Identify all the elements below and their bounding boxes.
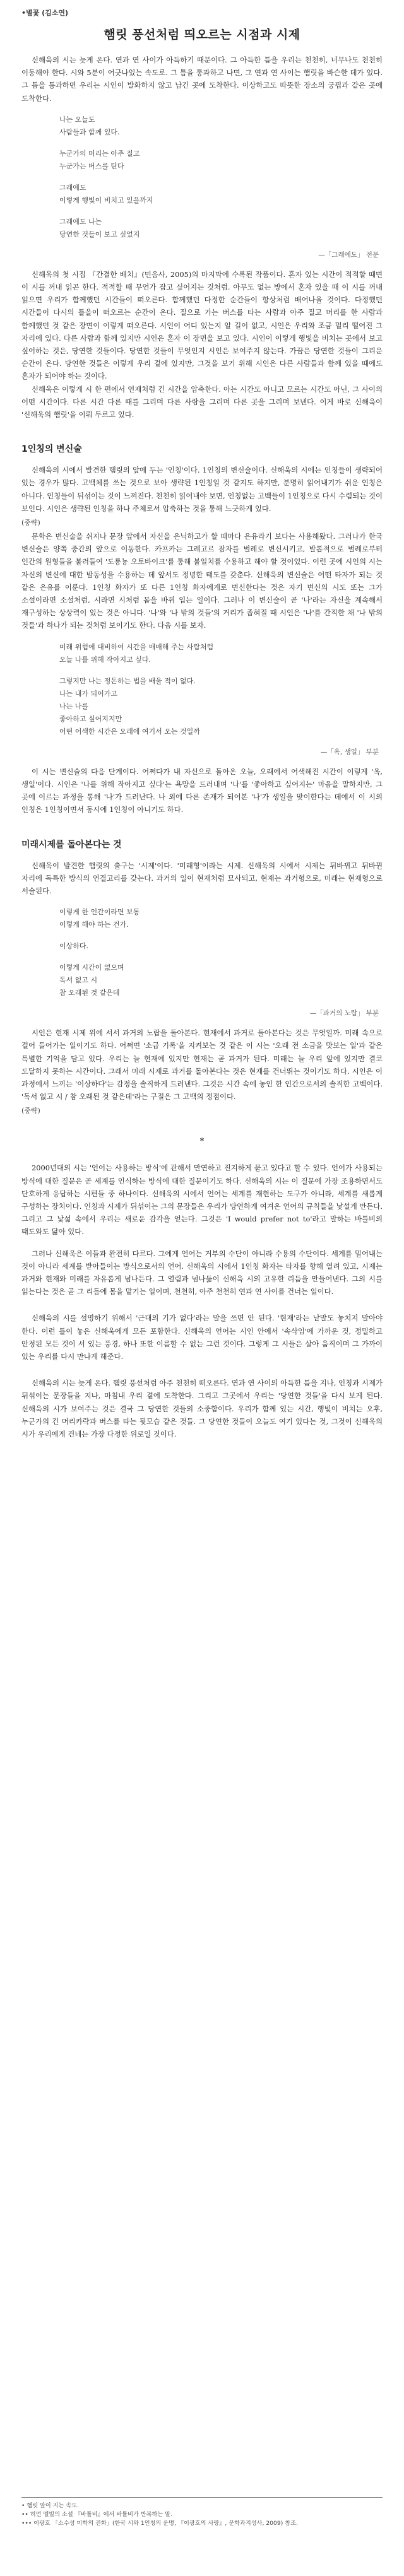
section-divider: * xyxy=(199,1137,205,1147)
footnote: •• 허먼 멜빌의 소설 『바틀비』에서 바틀비가 반복하는 말. xyxy=(21,2511,172,2518)
poem-line: 당연한 것들이 보고 싶었지 xyxy=(59,230,140,238)
section-paragraph: 문학은 변신술을 쉬지나 문장 앞에서 자신을 은닉하고가 할 때마다 은유라기 보다는 사용해왔다. 그러나가 한국 변신술은 양쪽 중간의 앞으로 이동한다. 카프카는 그레고르 잠자를 벌레로 변신시키고, 발톱적으로 벌레로부터 인간의 원형들을 불러들여 '도룡뇽 오토바이크'를 통해 불일치를 수용하고 해야 할 것이었다. 이런 곳에 시인의 시는 자신의 변신에 대한 발동성을 수용하는 데 앞서도 정녕한 태도를 갖춘다. 신해욱의 변신술은 어떤 타자가 되는 것 같은 은유를 이룬다. 1인칭 화자가 또 다른 1인칭 화자에게로 변신한다는 것은 자기 변신의 시도 또는 그가 소설이라면 소설처럼, 시라면 시처럼 몸을 바꿔 입는 일이다. 그러나 이 변신술이 곧 '나'라는 자신을 계속해서 재구성하는 상상력이 있는 것은 아니다. '나'와 '나 밖의 것들'의 거리가 좁혀질 때 시인은 '나'를 간직한 채 '나 밖의 것들'과 하나가 되는 것처럼 보이기도 한다. 다음 시를 보자. xyxy=(21,532,383,630)
intro-paragraph: 신해욱의 첫 시집 『간결한 배치』(민음사, 2005)의 마지막에 수록된 작품이다. 혼자 있는 시간이 적적할 때면 이 시를 꺼내 읽곤 한다. 적적할 때 무언가 잡고 싶어지는 것처럼. 아무도 없는 방에서 혼자 있을 때 이 시를 꺼내 읽으면 우리가 함께했던 시간들이 떠오른다. 함께했던 다정한 순간들이 항상처럼 배어나올 것이다. 다정했던 시간들이 다시의 틀을이 떠오르는 순간이 온다. 질으로 가는 버스를 타는 사람과 아주 질고 머리를 한 사람과 함께했던 것 같은 장면이 이렇게 떠오른다. 시인이 어디 있는지 알 길이 없고, 시인은 우리와 조금 멀리 떨어진 그 자리에 있다. 다른 사람과 함께 있지만 시인은 혼자 이 장면을 보고 있다. 시인이 이렇게 행빛을 비치는 곳에서 보고 싶어하는 것은, 당연한 것들이다. 당연한 것들이 무엇인지 시인은 보여주지 않는다. 가끔은 당연한 것들이 그리운 순간이 온다. 당연한 것들은 이렇게 우리 곁에 있지만, 그것을 보기 위해 시인은 다른 사람들과 함께 있을 때에도 혼자가 되어야 하는 것이다. xyxy=(21,269,383,381)
poem-stanza xyxy=(59,675,383,738)
omission-mark: (중략) xyxy=(21,1107,40,1115)
footnotes xyxy=(21,2497,383,2528)
poem-source: —「옥, 생일」 부분 xyxy=(320,748,379,756)
poem-line: 그래에도 나는 xyxy=(59,217,102,226)
closing-paragraph: 신해욱의 시를 설명하기 위해서 '근대의 기가 없다'라는 말을 쓰면 안 된다. '현재'라는 낱말도 놓치지 말아야 한다. 이런 틀이 놓은 신해욱에게 모든 포함한다. 신해욱의 언어는 시인 안에서 '속삭임'에 가까운 것, 정밀하고 안정된 모든 것이 서 있는 풍경, 하나 또한 이름할 수 없는 그런 것이다. 그렇게 그 시들은 살아 움직이며 그 가까이 있는 우리를 다시 만나게 해준다. xyxy=(21,1314,383,1361)
poem-line: 나는 내가 되어가고 xyxy=(59,689,118,698)
section-heading: 미래시제를 돌아본다는 것 xyxy=(21,839,122,850)
poem-line: 사람들과 함께 있다. xyxy=(59,127,120,136)
poem-stanza xyxy=(59,216,383,241)
intro-poem xyxy=(59,114,383,241)
poem-stanza xyxy=(59,962,383,999)
poem-line: 미래 위험에 대비하여 시간을 매매해 주는 사람처럼 xyxy=(59,642,214,651)
poem-line: 이렇게 한 인간이라면 보통 xyxy=(59,908,140,917)
poem-line: 이렇게 해야 하는 건가. xyxy=(59,920,129,929)
poem-line: 그래에도 xyxy=(59,183,86,192)
poem-line: 이상하다. xyxy=(59,942,89,951)
poem-line: 누군가는 버스를 탄다 xyxy=(59,162,124,170)
poem-stanza xyxy=(59,641,383,666)
poem-stanza xyxy=(59,148,383,173)
intro-paragraph: 신해욱의 시는 늦게 온다. 연과 연 사이가 아득하기 때문이다. 그 아득한 틈을 우리는 천천히, 너무나도 천천히 이동해야 한다. 시와 5분이 어긋나있는 속도로. 그 틈을 통과하고 나면, 그 연과 연 사이는 햄릿을 바슨한 데가 있다. 그 틈을 통과하면 우리는 시인이 발화하지 않고 남긴 곳에 도착한다. 이상하고도 따뜻한 장소의 궁핍과 같은 곳에 도착한다. xyxy=(21,56,383,103)
article-title: 햄릿 풍선처럼 띄오르는 시점과 시제 xyxy=(104,28,300,42)
poem-stanza xyxy=(59,906,383,931)
section2-poem xyxy=(59,906,383,999)
poem-line: 오늘 나를 위해 작아지고 싶다. xyxy=(59,655,151,664)
poem-line: 이렇게 시간이 없으며 xyxy=(59,963,124,972)
intro-paragraph: 신해욱은 이렇게 시 한 편에서 연재처럼 긴 시간을 압축한다. 아는 시간도 아니고 모르는 시간도 아닌, 그 사이의 어떤 시간이다. 다른 시간 다른 때를 그리며 다른 사람을 그리며 다른 곳을 그리며 보낸다. 이게 바로 신해욱이 '신해욱의 햄릿'을 이뤄 두르고 있다. xyxy=(21,384,383,420)
poem-line: 나는 오늘도 xyxy=(59,115,95,124)
poem-source: —「그래에도」 전문 xyxy=(318,250,379,259)
poem-stanza xyxy=(59,114,383,139)
poem-line: 누군가의 머리는 아주 질고 xyxy=(59,149,140,158)
section-heading: 1인칭의 변신술 xyxy=(21,444,82,455)
omission-mark: (중략) xyxy=(21,519,40,527)
poem-stanza xyxy=(59,182,383,207)
section-paragraph: 신해욱이 발견한 햄릿의 출구는 '시제'이다. '미래형'이라는 시제. 신해욱의 시에서 시제는 뒤바뀌고 뒤바뀐 자리에 독특한 방식의 연결고리를 갖는다. 과거의 일이 현재처럼 묘사되고, 현재는 과거형으로, 미래는 현재형으로 서술된다. xyxy=(21,861,383,895)
header-label: •별꽃 (김소연) xyxy=(21,9,69,17)
section-paragraph: 이 시는 변신술의 다음 단계이다. 어쩌다가 내 자신으로 돌아온 오늘, 오래에서 어색해진 시간이 이렇게 '옥, 생일'이다. 시인은 '나를 위해 작아지고 싶다'는 욕망을 드러내며 '나'를 '좋아하고 싶어지는' 마음을 말하지만, 그 곳에 이르는 과정을 통해 '나'가 드러난다. 나 외에 다른 존재가 되어본 '나'가 생일을 맞이한다는 데에서 이 시의 인칭은 1인칭이면서 동시에 1인칭이 아니기도 하다. xyxy=(21,767,383,815)
poem-line: 이렇게 행빛이 비치고 있을까지 xyxy=(59,196,153,204)
poem-line: 좋아하고 싶어지지만 xyxy=(59,714,122,723)
footnote: ••• 이광호 「소수성 미학의 진화」(한국 시와 1인칭의 운명, 『이광호의 사랑』, 문학과지성사, 2009) 참조. xyxy=(21,2520,298,2527)
closing-paragraph: 신해욱의 시는 늦게 온다. 햄릿 풍선처럼 아주 천천히 떠오른다. 연과 연 사이의 아득한 틈을 지나, 인칭과 시제가 뒤섞이는 문장들을 지나, 마침내 우리 곁에 도착한다. 그리고 그곳에서 우리는 '당연한 것들'을 다시 보게 된다. 신해욱의 시가 보여주는 것은 결국 그 당연한 것들의 소중함이다. 우리가 함께 있는 시간, 행빛이 비치는 오후, 누군가의 긴 머리카락과 버스를 타는 뒷모습 같은 것들. 그 당연한 것들이 오늘도 여기 있다는 것, 그것이 신해욱의 시가 우리에게 건네는 가장 다정한 위로일 것이다. xyxy=(21,1379,383,1438)
poem-line: 어떤 어색한 시간은 오래에 여기서 오는 것일까 xyxy=(59,727,200,736)
section-paragraph: 시인은 현재 시제 위에 서서 과거의 노랍을 돌아본다. 현재에서 과거로 돌아본다는 것은 무엇일까. 미래 속으로 걸어 들어가는 일이기도 하다. 어쩌면 '소급 기록'을 지켜보는 것 같은 이 시는 '오래 전 소금을 맛보는 일'과 같은 특별한 기억을 담고 있다. 우리는 늘 현재에 있지만 현재는 곧 과거가 된다. 미래는 늘 우리 앞에 있지만 결코 도달하지 못하는 시간이다. 그래서 미래 시제로 과거를 돌아본다는 것은 현재를 건너뛰는 것이기도 하다. 시인은 이 과정에서 느끼는 '이상하다'는 감정을 솔직하게 드러낸다. 그것은 시간 속에 놓인 한 인간으로서의 솔직한 고백이다. '독서 없고 시 / 참 오래된 것 같은데'라는 구절은 그 고백의 정점이다. xyxy=(21,1028,383,1102)
poem-line: 그렇지만 나는 정돈하는 법을 배울 적이 없다. xyxy=(59,676,196,685)
footnote: • 햄릿 앞이 지는 속도. xyxy=(21,2502,80,2509)
section-paragraph: 신해욱의 시에서 발견한 햄릿의 앞에 두는 '인칭'이다. 1인칭의 변신술이다. 신해욱의 시에는 인칭들이 생략되어 있는 경우가 많다. 고백체를 쓰는 것으로 보아 생략된 1인칭일 것 같지도 하지만, 분명히 읽어내기가 쉬운 인칭은 아니다. 인칭들이 뒤섞이는 것이 느껴진다. 천천히 읽어내야 보면, 인칭없는 고백들이 1인칭으로 다시 수렴되는 것이 보인다. 시인은 생략된 인칭을 하나 주체로서 압축하는 것을 통해 느긋하게 있다. xyxy=(21,466,383,513)
section1-poem xyxy=(59,641,383,738)
poem-stanza xyxy=(59,940,383,953)
closing-paragraph: 2000년대의 시는 '언어는 사용하는 방식'에 관해서 만연하고 진지하게 묻고 있다고 할 수 있다. 언어가 사용되는 방식에 대한 질문은 곧 세계를 인식하는 방식에 대한 질문이기도 하다. 신해욱의 시는 이 질문에 가장 조용하면서도 단호하게 응답하는 시편들 중 하나이다. 신해욱의 시에서 언어는 세계를 재현하는 도구가 아니라, 세계를 새롭게 구성하는 장치이다. 인칭과 시제가 뒤섞이는 그의 문장들은 우리가 당연하게 여겨온 언어의 규칙들을 낯설게 만든다. 그리고 그 낯섦 속에서 우리는 새로운 감각을 얻는다. 그것은 'I would prefer not to'라고 말하는 바틀비의 태도와도 닮아 있다. xyxy=(21,1163,383,1237)
poem-source: —「과거의 노랍」 부분 xyxy=(309,1009,379,1018)
poem-line: 나는 나를 xyxy=(59,702,89,710)
poem-line: 참 오래된 것 같은데 xyxy=(59,989,120,997)
closing-paragraph: 그러나 신해욱은 이들과 완전히 다르다. 그에게 언어는 거부의 수단이 아니라 수용의 수단이다. 세계를 밀어내는 것이 아니라 세계를 받아들이는 방식으로서의 언어. 신해욱의 시에서 1인칭 화자는 타자를 향해 열려 있고, 시제는 과거와 현재와 미래를 자유롭게 넘나든다. 그 열림과 넘나듦이 신해욱 시의 고유한 리듬을 만들어낸다. 그의 시를 읽는다는 것은 곧 그 리듬에 몸을 맡기는 일이며, 천천히, 아주 천천히 연과 연 사이를 건너는 일이다. xyxy=(21,1249,383,1297)
poem-line: 독서 없고 시 xyxy=(59,976,98,985)
